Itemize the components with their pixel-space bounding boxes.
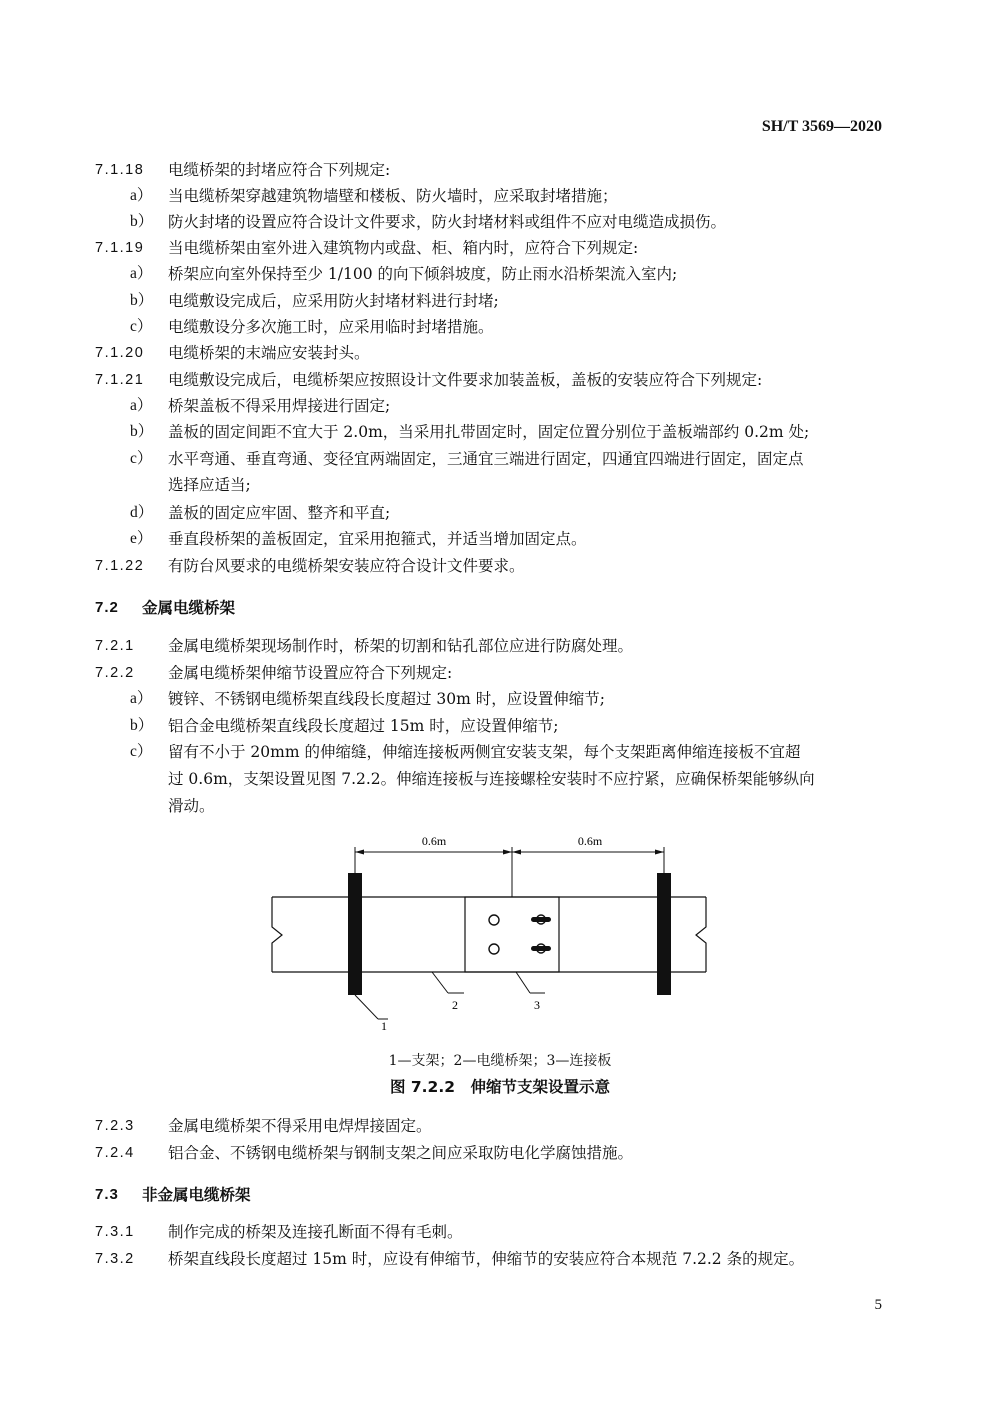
dimension-label-left: 0.6m (421, 834, 447, 848)
page-number: 5 (874, 1297, 882, 1313)
standard-code: SH/T 3569—2020 (761, 118, 882, 135)
slotted-bolt (531, 915, 551, 924)
item-text: 镀锌、不锈钢电缆桥架直线段长度超过 30m 时，应设置伸缩节; (168, 690, 605, 708)
bolt-hole (489, 944, 499, 954)
section-number: 7.3 (95, 1186, 119, 1203)
callout-3: 3 (534, 998, 540, 1012)
callout-1: 1 (381, 1019, 387, 1033)
clause-text: 金属电缆桥架伸缩节设置应符合下列规定: (168, 664, 453, 682)
callout-2: 2 (452, 998, 458, 1012)
item-text: 盖板的固定间距不宜大于 2.0m，当采用扎带固定时，固定位置分别位于盖板端部约 0.2m 处; (168, 423, 810, 441)
clause-text: 桥架直线段长度超过 15m 时，应设有伸缩节，伸缩节的安装应符合本规范 7.2.2 条的规定。 (168, 1250, 805, 1268)
clause-number: 7.3.1 (95, 1224, 135, 1240)
clause-number: 7.2.1 (95, 638, 135, 654)
item-text: 水平弯通、垂直弯通、变径宜两端固定，三通宜三端进行固定，四通宜四端进行固定，固定点 (168, 450, 804, 468)
item-letter: b） (130, 717, 154, 734)
section-number: 7.2 (95, 599, 119, 616)
item-text: 留有不小于 20mm 的伸缩缝，伸缩连接板两侧宜安装支架，每个支架距离伸缩连接板不宜超 (168, 743, 801, 761)
clause-text: 金属电缆桥架现场制作时，桥架的切割和钻孔部位应进行防腐处理。 (168, 637, 634, 655)
leader-line-2 (432, 972, 448, 993)
clause-text: 制作完成的桥架及连接孔断面不得有毛刺。 (168, 1223, 463, 1241)
item-text: 电缆敷设分多次施工时，应采用临时封堵措施。 (168, 318, 494, 336)
clause-text: 当电缆桥架由室外进入建筑物内或盘、柜、箱内时，应符合下列规定: (168, 239, 639, 257)
clause-number: 7.2.2 (95, 665, 135, 681)
break-line-right (696, 897, 706, 972)
clause-number: 7.1.19 (95, 240, 145, 256)
clause-text: 电缆桥架的末端应安装封头。 (168, 344, 370, 362)
item-letter: a） (130, 397, 153, 414)
item-text: 当电缆桥架穿越建筑物墙壁和楼板、防火墙时，应采取封堵措施； (168, 187, 618, 205)
clause-number: 7.2.3 (95, 1118, 135, 1134)
item-text: 桥架盖板不得采用焊接进行固定; (168, 397, 391, 415)
leader-line-1 (355, 995, 378, 1019)
item-letter: e） (130, 530, 153, 547)
item-text: 过 0.6m，支架设置见图 7.2.2。伸缩连接板与连接螺栓安装时不应拧紧，应确保桥架能够纵向 (168, 770, 815, 788)
item-letter: a） (130, 690, 153, 707)
item-letter: a） (130, 187, 153, 204)
clause-number: 7.2.4 (95, 1145, 135, 1161)
bolt-hole (489, 915, 499, 925)
support-right (657, 873, 671, 995)
figure-legend: 1—支架；2—电缆桥架；3—连接板 (388, 1053, 612, 1069)
section-title: 金属电缆桥架 (142, 599, 236, 617)
item-text: 选择应适当; (168, 476, 251, 494)
clause-text: 电缆敷设完成后，电缆桥架应按照设计文件要求加装盖板，盖板的安装应符合下列规定: (168, 371, 763, 389)
item-text: 防火封堵的设置应符合设计文件要求，防火封堵材料或组件不应对电缆造成损伤。 (168, 213, 727, 231)
connection-plate (465, 897, 559, 972)
slotted-bolt (531, 944, 551, 953)
section-title: 非金属电缆桥架 (142, 1186, 251, 1204)
clause-text: 金属电缆桥架不得采用电焊焊接固定。 (168, 1117, 432, 1135)
item-letter: b） (130, 423, 154, 440)
break-line-left (272, 897, 282, 972)
dimension-label-right: 0.6m (577, 834, 603, 848)
item-text: 垂直段桥架的盖板固定，宜采用抱箍式，并适当增加固定点。 (168, 530, 587, 548)
arrow-head (355, 850, 364, 855)
clause-text: 铝合金、不锈钢电缆桥架与钢制支架之间应采取防电化学腐蚀措施。 (168, 1144, 634, 1162)
arrow-head (655, 850, 664, 855)
figure-caption: 图 7.2.2 伸缩节支架设置示意 (389, 1078, 611, 1096)
item-letter: c） (130, 743, 153, 760)
leader-line-3 (516, 972, 530, 993)
item-text: 铝合金电缆桥架直线段长度超过 15m 时，应设置伸缩节; (168, 717, 559, 735)
clause-text: 有防台风要求的电缆桥架安装应符合设计文件要求。 (168, 557, 525, 575)
clause-text: 电缆桥架的封堵应符合下列规定: (168, 161, 391, 179)
clause-number: 7.1.18 (95, 162, 145, 178)
arrow-head (503, 850, 512, 855)
item-letter: c） (130, 318, 153, 335)
item-text: 滑动。 (168, 797, 215, 815)
item-text: 盖板的固定应牢固、整齐和平直; (168, 504, 391, 522)
item-letter: c） (130, 450, 153, 467)
item-text: 电缆敷设完成后，应采用防火封堵材料进行封堵; (168, 292, 499, 310)
clause-number: 7.3.2 (95, 1251, 135, 1267)
clause-number: 7.1.20 (95, 345, 145, 361)
item-letter: b） (130, 292, 154, 309)
clause-number: 7.1.22 (95, 558, 145, 574)
clause-number: 7.1.21 (95, 372, 145, 388)
item-text: 桥架应向室外保持至少 1/100 的向下倾斜坡度，防止雨水沿桥架流入室内; (168, 265, 678, 283)
item-letter: b） (130, 213, 154, 230)
support-left (348, 873, 362, 995)
item-letter: d） (130, 504, 154, 521)
arrow-head (512, 850, 521, 855)
expansion-joint-figure (260, 825, 720, 1040)
item-letter: a） (130, 265, 153, 282)
